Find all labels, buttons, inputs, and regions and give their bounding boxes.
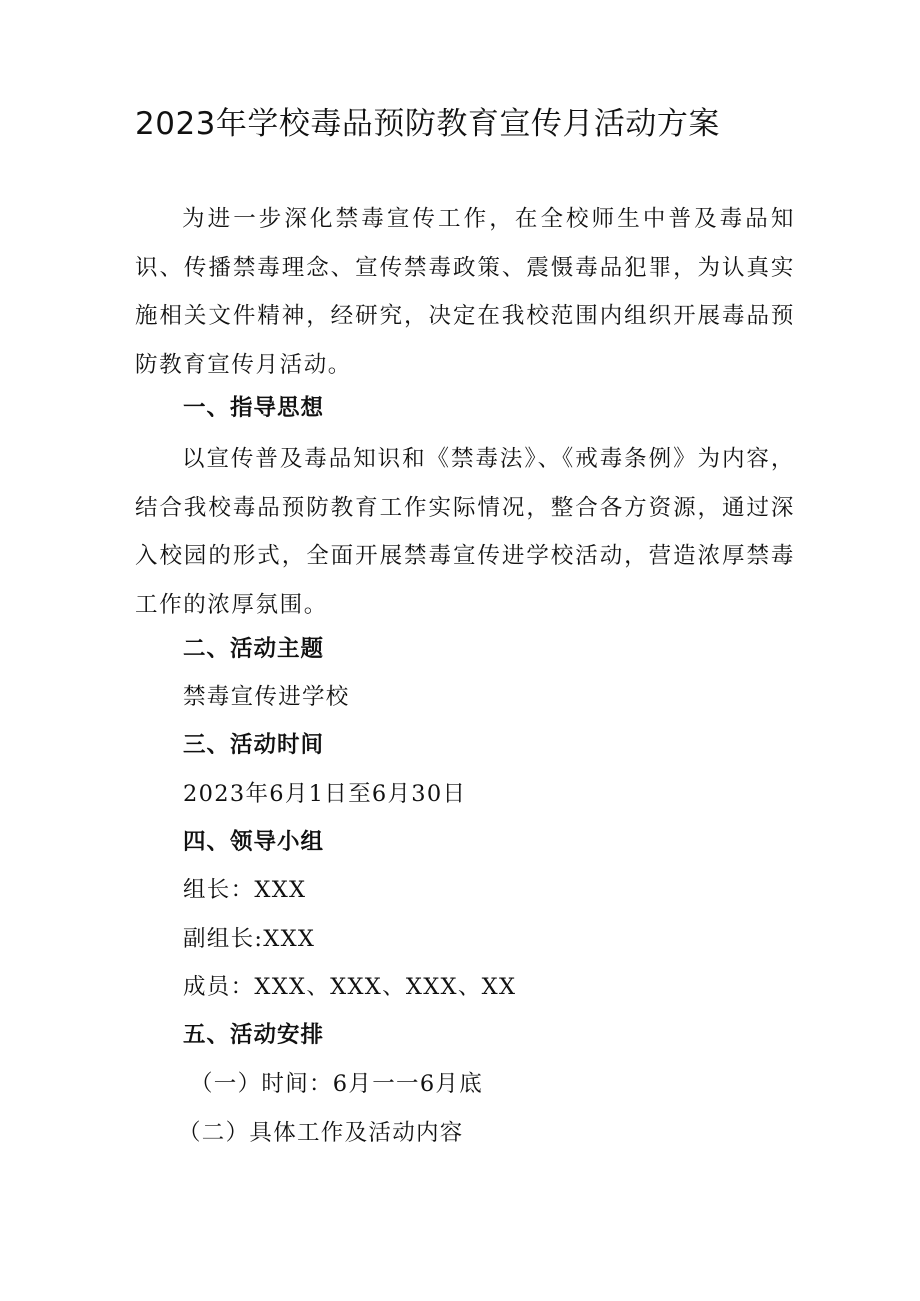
section-heading-activity-arrangement: 五、活动安排	[183, 1022, 325, 1048]
section-body-activity-time: 2023年6月1日至6月30日	[183, 781, 467, 807]
section-heading-guiding-ideology: 一、指导思想	[183, 395, 325, 421]
intro-paragraph: 为进一步深化禁毒宣传工作，在全校师生中普及毒品知识、传播禁毒理念、宣传禁毒政策、震慑毒品犯罪，为认真实施相关文件精神，经研究，决定在我校范围内组织开展毒品预防教育宣传月活动。	[135, 206, 795, 378]
deputy-leader-line: 副组长:XXX	[183, 926, 316, 952]
document-title: 2023年学校毒品预防教育宣传月活动方案	[135, 106, 720, 142]
section-body-guiding-ideology: 以宣传普及毒品知识和《禁毒法》、《戒毒条例》为内容，结合我校毒品预防教育工作实际情况，整合各方资源，通过深入校园的形式，全面开展禁毒宣传进学校活动，营造浓厚禁毒工作的浓厚氛围。	[135, 446, 795, 618]
arrangement-content-line: （二）具体工作及活动内容	[178, 1120, 464, 1146]
arrangement-time-line: （一）时间：6月一一6月底	[190, 1071, 484, 1097]
section-body-activity-theme: 禁毒宣传进学校	[183, 684, 350, 710]
section-heading-activity-time: 三、活动时间	[183, 732, 325, 758]
leader-line: 组长：XXX	[183, 877, 307, 903]
section-heading-leadership-group: 四、领导小组	[183, 829, 325, 855]
section-heading-activity-theme: 二、活动主题	[183, 636, 325, 662]
members-line: 成员：XXX、XXX、XXX、XX	[183, 974, 517, 1000]
